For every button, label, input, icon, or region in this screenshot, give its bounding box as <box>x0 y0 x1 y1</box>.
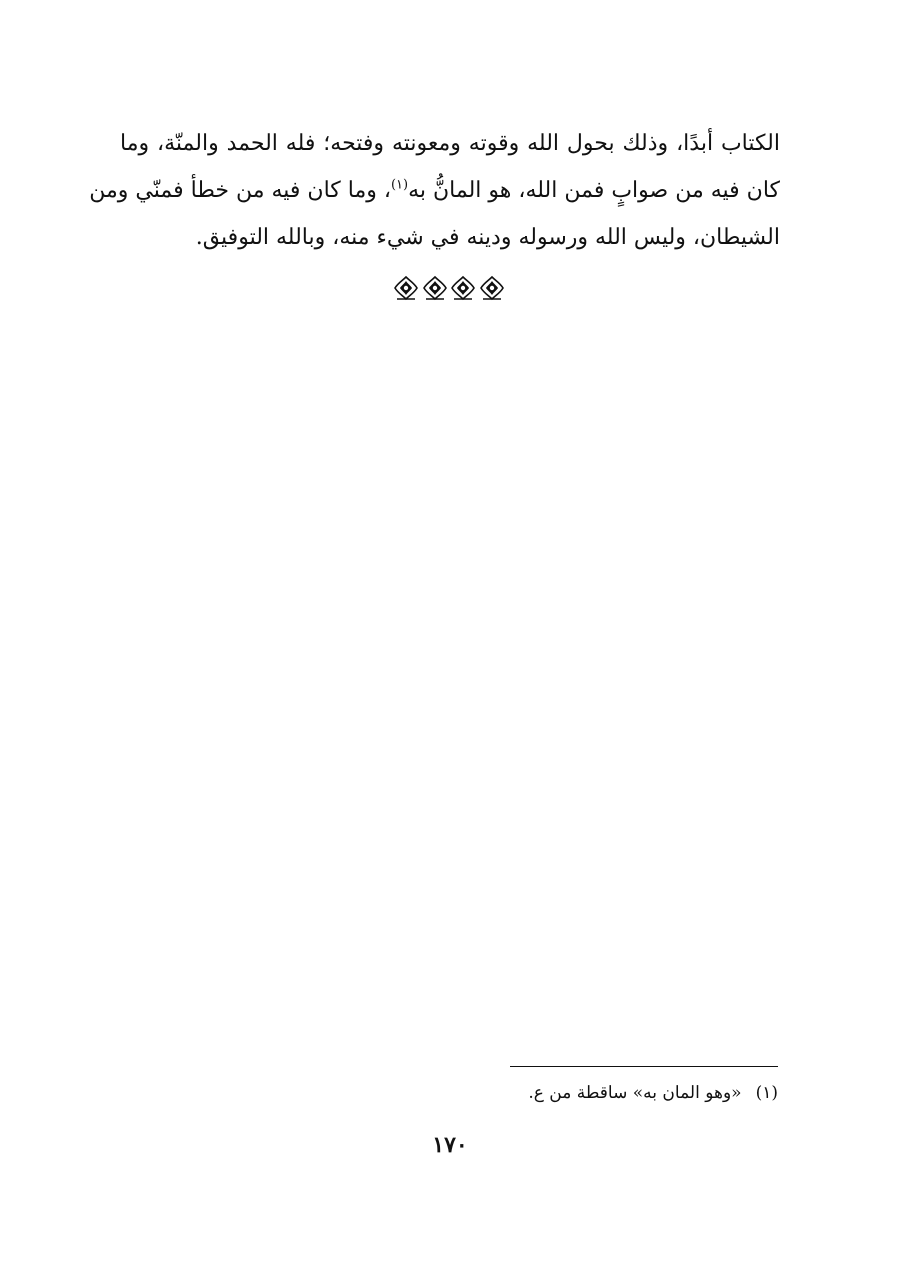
floral-ornament-icon <box>393 275 419 301</box>
body-text <box>89 120 780 261</box>
floral-ornament-icon <box>450 275 476 301</box>
body-line-2 <box>89 167 780 214</box>
body-line-2-end: ، وما كان فيه من خطأ فمنّي ومن <box>89 178 391 203</box>
body-line-2-start: كان فيه من صوابٍ فمن الله، هو المانُّ به <box>408 178 780 203</box>
body-line-1: الكتاب أبدًا، وذلك بحول الله وقوته ومعونته وفتحه؛ فله الحمد والمنّة، وما <box>120 131 780 156</box>
section-end-ornament <box>393 274 505 302</box>
footnote <box>528 1078 778 1108</box>
floral-ornament-icon <box>479 275 505 301</box>
body-line-3: الشيطان، وليس الله ورسوله ودينه في شيء منه، وبالله التوفيق. <box>195 225 780 250</box>
footnote-text: «وهو المان به» ساقطة من ع. <box>528 1083 742 1103</box>
footnote-divider <box>510 1066 778 1067</box>
footnote-reference: (١) <box>390 177 409 193</box>
page-number: ١٧٠ <box>432 1132 468 1158</box>
floral-ornament-icon <box>422 275 448 301</box>
footnote-number: (١) <box>755 1083 778 1103</box>
